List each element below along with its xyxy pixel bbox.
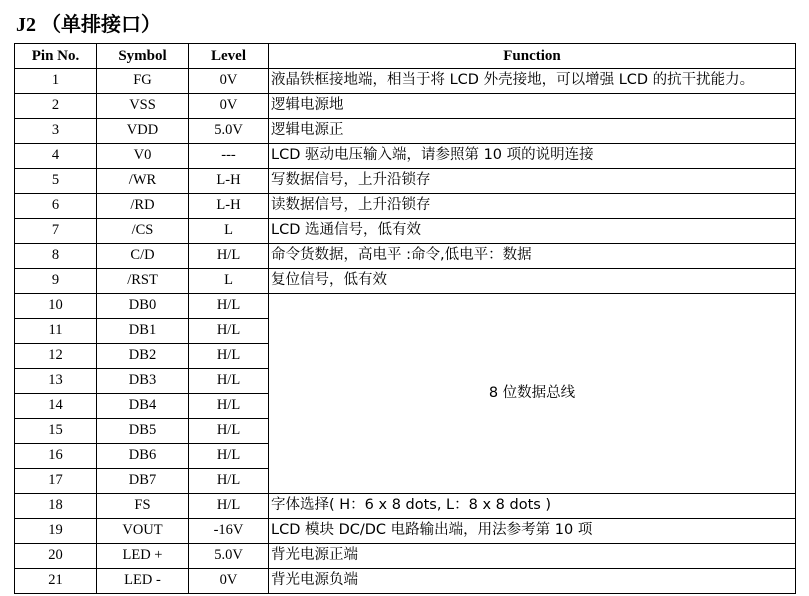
- cell-level: 0V: [189, 569, 269, 594]
- cell-symbol: /RD: [97, 194, 189, 219]
- table-row: [15, 494, 796, 519]
- cell-function: 命令货数据，高电平 :命令,低电平：数据: [269, 244, 796, 269]
- cell-level: H/L: [189, 444, 269, 469]
- cell-function: LCD 模块 DC/DC 电路输出端，用法参考第 10 项: [269, 519, 796, 544]
- table-row: [15, 544, 796, 569]
- cell-symbol: DB3: [97, 369, 189, 394]
- cell-symbol: LED -: [97, 569, 189, 594]
- table-row: [15, 119, 796, 144]
- cell-pin-no: 13: [15, 369, 97, 394]
- cell-function-data-bus: 8 位数据总线: [269, 294, 796, 494]
- cell-symbol: DB1: [97, 319, 189, 344]
- cell-level: L-H: [189, 169, 269, 194]
- cell-symbol: /WR: [97, 169, 189, 194]
- cell-level: 0V: [189, 69, 269, 94]
- cell-pin-no: 20: [15, 544, 97, 569]
- cell-pin-no: 11: [15, 319, 97, 344]
- cell-function: 背光电源正端: [269, 544, 796, 569]
- pin-assignment-table: [14, 43, 796, 594]
- cell-symbol: /RST: [97, 269, 189, 294]
- column-header-pin-no: Pin No.: [15, 44, 97, 69]
- cell-function: 写数据信号，上升沿锁存: [269, 169, 796, 194]
- cell-symbol: DB0: [97, 294, 189, 319]
- cell-symbol: DB6: [97, 444, 189, 469]
- table-body: [15, 69, 796, 594]
- table-header-row: [15, 44, 796, 69]
- cell-symbol: DB4: [97, 394, 189, 419]
- cell-level: H/L: [189, 394, 269, 419]
- cell-pin-no: 16: [15, 444, 97, 469]
- cell-level: L-H: [189, 194, 269, 219]
- cell-pin-no: 10: [15, 294, 97, 319]
- cell-pin-no: 4: [15, 144, 97, 169]
- table-row: [15, 219, 796, 244]
- cell-symbol: C/D: [97, 244, 189, 269]
- cell-pin-no: 15: [15, 419, 97, 444]
- table-row: [15, 194, 796, 219]
- cell-level: H/L: [189, 469, 269, 494]
- column-header-symbol: Symbol: [97, 44, 189, 69]
- cell-level: L: [189, 219, 269, 244]
- table-row: [15, 569, 796, 594]
- cell-pin-no: 19: [15, 519, 97, 544]
- cell-level: H/L: [189, 419, 269, 444]
- cell-symbol: V0: [97, 144, 189, 169]
- table-row: [15, 169, 796, 194]
- table-row: [15, 69, 796, 94]
- cell-symbol: LED +: [97, 544, 189, 569]
- cell-level: H/L: [189, 369, 269, 394]
- cell-level: 5.0V: [189, 544, 269, 569]
- cell-pin-no: 14: [15, 394, 97, 419]
- cell-pin-no: 6: [15, 194, 97, 219]
- cell-symbol: FS: [97, 494, 189, 519]
- table-row: [15, 94, 796, 119]
- table-header: [15, 44, 796, 69]
- table-row: [15, 294, 796, 319]
- cell-function: 复位信号，低有效: [269, 269, 796, 294]
- cell-level: H/L: [189, 319, 269, 344]
- cell-level: ---: [189, 144, 269, 169]
- cell-pin-no: 2: [15, 94, 97, 119]
- cell-level: 0V: [189, 94, 269, 119]
- cell-pin-no: 8: [15, 244, 97, 269]
- table-row: [15, 269, 796, 294]
- cell-function: 字体选择( H：6 x 8 dots, L：8 x 8 dots ): [269, 494, 796, 519]
- cell-symbol: DB2: [97, 344, 189, 369]
- table-row: [15, 144, 796, 169]
- cell-symbol: VDD: [97, 119, 189, 144]
- cell-symbol: VSS: [97, 94, 189, 119]
- cell-level: H/L: [189, 344, 269, 369]
- cell-pin-no: 9: [15, 269, 97, 294]
- table-row: [15, 244, 796, 269]
- cell-symbol: FG: [97, 69, 189, 94]
- cell-symbol: /CS: [97, 219, 189, 244]
- cell-level: L: [189, 269, 269, 294]
- table-row: [15, 519, 796, 544]
- cell-symbol: VOUT: [97, 519, 189, 544]
- cell-function: 读数据信号，上升沿锁存: [269, 194, 796, 219]
- cell-level: H/L: [189, 494, 269, 519]
- cell-level: 5.0V: [189, 119, 269, 144]
- cell-function: LCD 驱动电压输入端，请参照第 10 项的说明连接: [269, 144, 796, 169]
- cell-pin-no: 17: [15, 469, 97, 494]
- cell-pin-no: 18: [15, 494, 97, 519]
- column-header-function: Function: [269, 44, 796, 69]
- cell-pin-no: 7: [15, 219, 97, 244]
- column-header-level: Level: [189, 44, 269, 69]
- cell-pin-no: 5: [15, 169, 97, 194]
- cell-symbol: DB7: [97, 469, 189, 494]
- cell-pin-no: 1: [15, 69, 97, 94]
- page-title: J2 （单排接口）: [16, 14, 161, 36]
- cell-function: 背光电源负端: [269, 569, 796, 594]
- cell-function: LCD 选通信号，低有效: [269, 219, 796, 244]
- cell-pin-no: 12: [15, 344, 97, 369]
- cell-symbol: DB5: [97, 419, 189, 444]
- cell-function: 液晶铁框接地端，相当于将 LCD 外壳接地，可以增强 LCD 的抗干扰能力。: [269, 69, 796, 94]
- cell-pin-no: 3: [15, 119, 97, 144]
- cell-level: -16V: [189, 519, 269, 544]
- cell-pin-no: 21: [15, 569, 97, 594]
- cell-function: 逻辑电源地: [269, 94, 796, 119]
- cell-level: H/L: [189, 244, 269, 269]
- cell-function: 逻辑电源正: [269, 119, 796, 144]
- cell-level: H/L: [189, 294, 269, 319]
